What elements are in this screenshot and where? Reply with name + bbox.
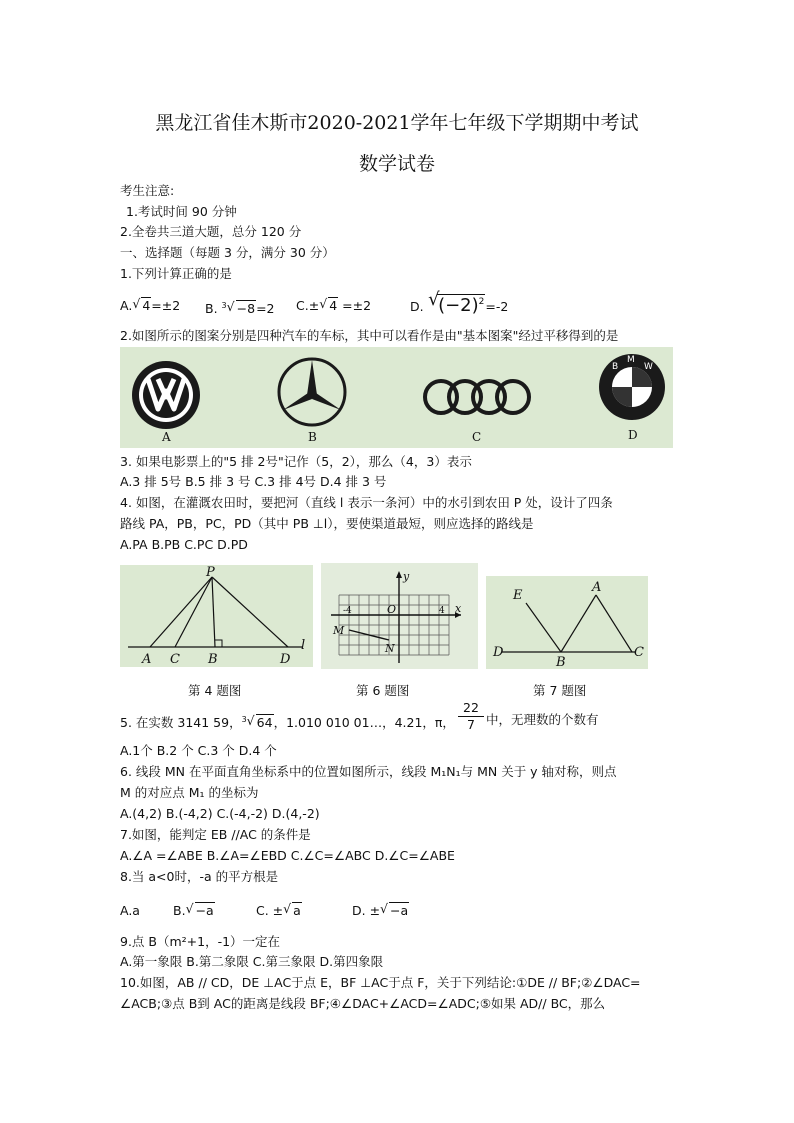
bmw-letter-w: W <box>644 362 653 372</box>
fig6-label-m: M <box>333 624 345 637</box>
car-logos-figure <box>120 347 673 448</box>
figure-7-svg <box>486 576 648 669</box>
figure-7-caption: 第 7 题图 <box>533 683 587 698</box>
bmw-logo <box>599 354 665 420</box>
fig4-label-b: B <box>208 652 218 667</box>
fig4-label-c: C <box>170 652 180 667</box>
q1-option-c: C.±√ 4 =±2 <box>296 298 371 314</box>
fig7-label-d: D <box>493 645 504 660</box>
q9-options: A.第一象限 B.第二象限 C.第三象限 D.第四象限 <box>120 954 384 969</box>
q9-stem: 9.点 B（m²+1，-1）一定在 <box>120 934 281 949</box>
figure-4-caption: 第 4 题图 <box>188 683 242 698</box>
fig7-label-a: A <box>592 580 602 595</box>
figure-6 <box>321 563 478 669</box>
q1-option-d: D. √ $(-2)^2=-2$ <box>410 294 508 315</box>
q3-options: A.3 排 5号 B.5 排 3 号 C.3 排 4号 D.4 排 3 号 <box>120 474 387 489</box>
notice-heading: 考生注意: <box>120 183 175 198</box>
q8-option-d: D. ±√ −a <box>352 903 409 919</box>
q10-line-1: 10.如图，AB // CD，DE ⊥AC于点 E，BF ⊥AC于点 F，关于下列结论:①DE // BF;②∠DAC= <box>120 975 641 990</box>
figure-6-svg <box>321 563 478 669</box>
q10-line-2: ∠ACB;③点 B到 AC的距离是线段 BF;④∠DAC+∠ACD=∠ADC;⑤如果 AD// BC，那么 <box>120 996 606 1011</box>
fig4-label-a: A <box>142 652 152 667</box>
fig6-label-o: O <box>387 603 397 616</box>
q5-suffix: 中，无理数的个数有 <box>486 712 599 727</box>
q4-line-1: 4. 如图，在灌溉农田时，要把河（直线 l 表示一条河）中的水引到农田 P 处，设计了四条 <box>120 495 613 510</box>
fig7-label-e: E <box>513 588 523 603</box>
notice-item-1: 1.考试时间 90 分钟 <box>126 204 237 219</box>
q1-option-b: B. $^3$√ −8=2 <box>205 298 275 317</box>
logo-label-a: A <box>162 430 171 444</box>
q4-line-2: 路线 PA，PB，PC，PD（其中 PB ⊥l），要使渠道最短，则应选择的路线是 <box>120 516 534 531</box>
notice-item-2: 2.全卷共三道大题，总分 120 分 <box>120 224 302 239</box>
vw-logo <box>132 361 200 429</box>
q6-line-1: 6. 线段 MN 在平面直角坐标系中的位置如图所示，线段 M₁N₁与 MN 关于 y 轴对称，则点 <box>120 764 617 779</box>
q5-stem: 5. 在实数 3141 59，$^3$√ 64，1.010 010 01…，4.21，π， <box>120 712 455 731</box>
q6-options: A.(4,2) B.(-4,2) C.(-4,-2) D.(4,-2) <box>120 806 320 821</box>
figure-6-caption: 第 6 题图 <box>356 683 410 698</box>
q8-option-a: A.a <box>120 903 140 918</box>
fig6-label-x: x <box>455 602 462 615</box>
section-heading: 一、选择题（每题 3 分，满分 30 分） <box>120 245 335 260</box>
q8-stem: 8.当 a<0时，-a 的平方根是 <box>120 869 279 884</box>
q1-stem: 1.下列计算正确的是 <box>120 266 232 281</box>
q4-options: A.PA B.PB C.PC D.PD <box>120 537 248 552</box>
figure-7 <box>486 576 648 669</box>
q6-line-2: M 的对应点 M₁ 的坐标为 <box>120 785 259 800</box>
bmw-letter-m: M <box>627 355 635 365</box>
page-subtitle: 数学试卷 <box>358 153 435 175</box>
logo-label-d: D <box>628 428 638 442</box>
q8-option-b: B.√ −a <box>173 903 215 919</box>
page-title: 黑龙江省佳木斯市2020-2021学年七年级下学期期中考试 <box>155 112 639 134</box>
car-logos-svg <box>120 347 673 448</box>
logo-label-c: C <box>472 430 482 444</box>
q2-stem: 2.如图所示的图案分别是四种汽车的车标，其中可以看作是由"基本图案"经过平移得到的是 <box>120 328 619 343</box>
logo-label-b: B <box>308 430 317 444</box>
fig4-label-l: l <box>301 638 306 653</box>
fig4-label-p: P <box>206 565 215 580</box>
q7-options: A.∠A =∠ABE B.∠A=∠EBD C.∠C=∠ABC D.∠C=∠ABE <box>120 848 455 863</box>
figure-4 <box>120 565 313 667</box>
mercedes-logo <box>279 359 345 425</box>
q3-stem: 3. 如果电影票上的"5 排 2号"记作（5，2），那么（4，3）表示 <box>120 454 472 469</box>
q7-stem: 7.如图，能判定 EB //AC 的条件是 <box>120 827 311 842</box>
fig7-label-c: C <box>634 645 644 660</box>
fig7-label-b: B <box>556 655 566 669</box>
q1-option-a: A.√ 4=±2 <box>120 298 180 314</box>
fig6-label-y: y <box>403 570 410 583</box>
fig6-label-neg4: -4 <box>343 606 352 616</box>
fig6-label-pos4: 4 <box>439 606 445 616</box>
figure-4-svg <box>120 565 313 667</box>
audi-logo <box>425 381 529 413</box>
q5-options: A.1个 B.2 个 C.3 个 D.4 个 <box>120 743 277 758</box>
fig4-label-d: D <box>280 652 291 667</box>
q5-fraction: 22 7 <box>458 700 484 733</box>
q8-option-c: C. ±√ a <box>256 903 302 919</box>
fig6-label-n: N <box>385 642 395 655</box>
bmw-letter-b: B <box>612 362 619 372</box>
